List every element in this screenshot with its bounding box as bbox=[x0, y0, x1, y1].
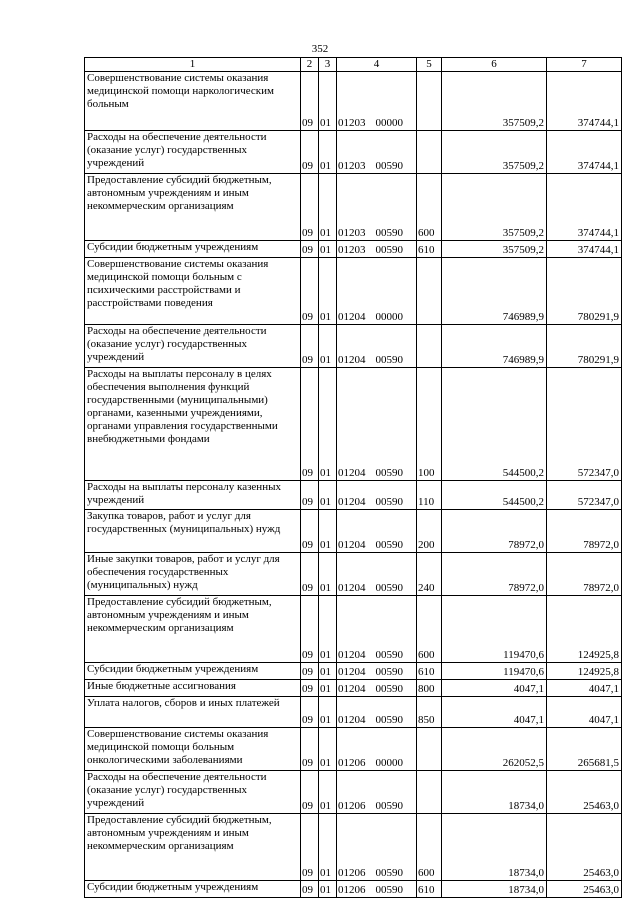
section-code: 09 bbox=[301, 680, 319, 697]
amount-year-2: 374744,1 bbox=[547, 241, 622, 258]
amount-year-2: 265681,5 bbox=[547, 728, 622, 771]
section-code: 09 bbox=[301, 553, 319, 596]
target-article-direction: 00000 bbox=[375, 117, 403, 129]
target-article-direction: 00590 bbox=[375, 666, 403, 678]
target-article-code bbox=[337, 881, 417, 898]
subsection-code: 01 bbox=[319, 596, 337, 663]
expense-type-code: 240 bbox=[417, 553, 442, 596]
target-article-program: 01204 bbox=[338, 649, 366, 661]
amount-year-1: 18734,0 bbox=[442, 771, 547, 814]
target-article-direction: 00590 bbox=[375, 227, 403, 239]
subsection-code: 01 bbox=[319, 258, 337, 325]
amount-year-2: 374744,1 bbox=[547, 174, 622, 241]
table-row bbox=[85, 481, 622, 510]
amount-year-2: 25463,0 bbox=[547, 771, 622, 814]
budget-table bbox=[84, 57, 622, 898]
target-article-code bbox=[337, 258, 417, 325]
amount-year-1: 4047,1 bbox=[442, 680, 547, 697]
item-name: Субсидии бюджетным учреждениям bbox=[85, 241, 301, 258]
subsection-code: 01 bbox=[319, 481, 337, 510]
section-code: 09 bbox=[301, 368, 319, 481]
section-code: 09 bbox=[301, 481, 319, 510]
table-row bbox=[85, 241, 622, 258]
amount-year-1: 746989,9 bbox=[442, 325, 547, 368]
target-article-program: 01204 bbox=[338, 311, 366, 323]
expense-type-code: 200 bbox=[417, 510, 442, 553]
header-cell-4: 4 bbox=[337, 58, 417, 72]
amount-year-2: 4047,1 bbox=[547, 680, 622, 697]
page-number: 352 bbox=[311, 43, 329, 55]
target-article-direction: 00590 bbox=[375, 354, 403, 366]
item-name: Совершенствование системы оказания медицинской помощи больным онкологическими заболеваниями bbox=[85, 728, 301, 771]
subsection-code: 01 bbox=[319, 728, 337, 771]
item-name: Расходы на выплаты персоналу в целях обеспечения выполнения функций государственными (муниципальными) органами, казенными учреждениями, органами управления государственными внебюджетными фондами bbox=[85, 368, 301, 481]
expense-type-code: 800 bbox=[417, 680, 442, 697]
target-article-code bbox=[337, 553, 417, 596]
subsection-code: 01 bbox=[319, 553, 337, 596]
item-name: Закупка товаров, работ и услуг для государственных (муниципальных) нужд bbox=[85, 510, 301, 553]
section-code: 09 bbox=[301, 814, 319, 881]
item-name: Иные закупки товаров, работ и услуг для обеспечения государственных (муниципальных) нужд bbox=[85, 553, 301, 596]
amount-year-1: 78972,0 bbox=[442, 553, 547, 596]
header-cell-6: 6 bbox=[442, 58, 547, 72]
amount-year-1: 78972,0 bbox=[442, 510, 547, 553]
header-cell-3: 3 bbox=[319, 58, 337, 72]
amount-year-2: 25463,0 bbox=[547, 881, 622, 898]
amount-year-1: 357509,2 bbox=[442, 131, 547, 174]
target-article-program: 01206 bbox=[338, 800, 366, 812]
expense-type-code: 850 bbox=[417, 697, 442, 728]
target-article-direction: 00590 bbox=[375, 649, 403, 661]
item-name: Иные бюджетные ассигнования bbox=[85, 680, 301, 697]
subsection-code: 01 bbox=[319, 680, 337, 697]
item-name: Предоставление субсидий бюджетным, автономным учреждениям и иным некоммерческим организациям bbox=[85, 814, 301, 881]
target-article-code bbox=[337, 174, 417, 241]
expense-type-code bbox=[417, 771, 442, 814]
amount-year-1: 544500,2 bbox=[442, 368, 547, 481]
expense-type-code bbox=[417, 131, 442, 174]
amount-year-2: 124925,8 bbox=[547, 596, 622, 663]
target-article-code bbox=[337, 510, 417, 553]
subsection-code: 01 bbox=[319, 174, 337, 241]
section-code: 09 bbox=[301, 596, 319, 663]
target-article-program: 01204 bbox=[338, 666, 366, 678]
table-row bbox=[85, 72, 622, 131]
subsection-code: 01 bbox=[319, 368, 337, 481]
expense-type-code bbox=[417, 72, 442, 131]
target-article-direction: 00590 bbox=[375, 800, 403, 812]
item-name: Предоставление субсидий бюджетным, автономным учреждениям и иным некоммерческим организациям bbox=[85, 174, 301, 241]
table-row bbox=[85, 680, 622, 697]
item-name: Расходы на обеспечение деятельности (оказание услуг) государственных учреждений bbox=[85, 131, 301, 174]
target-article-direction: 00590 bbox=[375, 496, 403, 508]
section-code: 09 bbox=[301, 771, 319, 814]
section-code: 09 bbox=[301, 510, 319, 553]
target-article-direction: 00590 bbox=[375, 244, 403, 256]
section-code: 09 bbox=[301, 241, 319, 258]
table-row bbox=[85, 368, 622, 481]
item-name: Субсидии бюджетным учреждениям bbox=[85, 881, 301, 898]
target-article-program: 01204 bbox=[338, 354, 366, 366]
target-article-program: 01203 bbox=[338, 117, 366, 129]
section-code: 09 bbox=[301, 663, 319, 680]
header-cell-7: 7 bbox=[547, 58, 622, 72]
target-article-code bbox=[337, 72, 417, 131]
target-article-code bbox=[337, 814, 417, 881]
target-article-direction: 00000 bbox=[375, 757, 403, 769]
target-article-code bbox=[337, 241, 417, 258]
expense-type-code: 600 bbox=[417, 174, 442, 241]
expense-type-code: 610 bbox=[417, 241, 442, 258]
expense-type-code bbox=[417, 325, 442, 368]
section-code: 09 bbox=[301, 728, 319, 771]
table-row bbox=[85, 510, 622, 553]
target-article-code bbox=[337, 728, 417, 771]
target-article-program: 01204 bbox=[338, 539, 366, 551]
target-article-code bbox=[337, 697, 417, 728]
amount-year-1: 119470,6 bbox=[442, 596, 547, 663]
item-name: Расходы на выплаты персоналу казенных учреждений bbox=[85, 481, 301, 510]
target-article-code bbox=[337, 481, 417, 510]
target-article-program: 01206 bbox=[338, 757, 366, 769]
item-name: Расходы на обеспечение деятельности (оказание услуг) государственных учреждений bbox=[85, 771, 301, 814]
target-article-direction: 00590 bbox=[375, 467, 403, 479]
target-article-program: 01206 bbox=[338, 867, 366, 879]
target-article-direction: 00590 bbox=[375, 884, 403, 896]
target-article-program: 01203 bbox=[338, 227, 366, 239]
target-article-code bbox=[337, 596, 417, 663]
table-row bbox=[85, 663, 622, 680]
amount-year-2: 780291,9 bbox=[547, 325, 622, 368]
amount-year-2: 78972,0 bbox=[547, 553, 622, 596]
amount-year-1: 357509,2 bbox=[442, 174, 547, 241]
table-row bbox=[85, 258, 622, 325]
amount-year-2: 572347,0 bbox=[547, 368, 622, 481]
amount-year-1: 4047,1 bbox=[442, 697, 547, 728]
target-article-program: 01204 bbox=[338, 496, 366, 508]
section-code: 09 bbox=[301, 258, 319, 325]
target-article-direction: 00590 bbox=[375, 582, 403, 594]
target-article-direction: 00590 bbox=[375, 160, 403, 172]
target-article-program: 01203 bbox=[338, 160, 366, 172]
amount-year-1: 746989,9 bbox=[442, 258, 547, 325]
amount-year-2: 25463,0 bbox=[547, 814, 622, 881]
table-row bbox=[85, 728, 622, 771]
subsection-code: 01 bbox=[319, 72, 337, 131]
amount-year-2: 780291,9 bbox=[547, 258, 622, 325]
amount-year-2: 374744,1 bbox=[547, 131, 622, 174]
item-name: Совершенствование системы оказания медицинской помощи больным с психическими расстройствами и расстройствами поведения bbox=[85, 258, 301, 325]
item-name: Расходы на обеспечение деятельности (оказание услуг) государственных учреждений bbox=[85, 325, 301, 368]
table-row bbox=[85, 131, 622, 174]
amount-year-2: 4047,1 bbox=[547, 697, 622, 728]
section-code: 09 bbox=[301, 174, 319, 241]
target-article-code bbox=[337, 771, 417, 814]
amount-year-1: 119470,6 bbox=[442, 663, 547, 680]
expense-type-code: 110 bbox=[417, 481, 442, 510]
expense-type-code bbox=[417, 258, 442, 325]
header-cell-1: 1 bbox=[85, 58, 301, 72]
section-code: 09 bbox=[301, 131, 319, 174]
amount-year-2: 572347,0 bbox=[547, 481, 622, 510]
target-article-code bbox=[337, 325, 417, 368]
target-article-program: 01204 bbox=[338, 714, 366, 726]
expense-type-code: 600 bbox=[417, 596, 442, 663]
amount-year-1: 357509,2 bbox=[442, 241, 547, 258]
amount-year-1: 262052,5 bbox=[442, 728, 547, 771]
table-row bbox=[85, 325, 622, 368]
table-row bbox=[85, 596, 622, 663]
subsection-code: 01 bbox=[319, 697, 337, 728]
table-row bbox=[85, 174, 622, 241]
subsection-code: 01 bbox=[319, 510, 337, 553]
target-article-code bbox=[337, 663, 417, 680]
target-article-direction: 00590 bbox=[375, 683, 403, 695]
subsection-code: 01 bbox=[319, 663, 337, 680]
header-cell-5: 5 bbox=[417, 58, 442, 72]
table-row bbox=[85, 881, 622, 898]
target-article-program: 01204 bbox=[338, 467, 366, 479]
amount-year-1: 357509,2 bbox=[442, 72, 547, 131]
item-name: Предоставление субсидий бюджетным, автономным учреждениям и иным некоммерческим организациям bbox=[85, 596, 301, 663]
item-name: Субсидии бюджетным учреждениям bbox=[85, 663, 301, 680]
target-article-program: 01206 bbox=[338, 884, 366, 896]
target-article-code bbox=[337, 131, 417, 174]
amount-year-2: 374744,1 bbox=[547, 72, 622, 131]
item-name: Уплата налогов, сборов и иных платежей bbox=[85, 697, 301, 728]
expense-type-code: 600 bbox=[417, 814, 442, 881]
item-name: Совершенствование системы оказания медицинской помощи наркологическим больным bbox=[85, 72, 301, 131]
section-code: 09 bbox=[301, 697, 319, 728]
section-code: 09 bbox=[301, 72, 319, 131]
target-article-code bbox=[337, 368, 417, 481]
table-row bbox=[85, 771, 622, 814]
table-row bbox=[85, 697, 622, 728]
target-article-program: 01204 bbox=[338, 582, 366, 594]
subsection-code: 01 bbox=[319, 325, 337, 368]
target-article-direction: 00590 bbox=[375, 714, 403, 726]
target-article-direction: 00000 bbox=[375, 311, 403, 323]
subsection-code: 01 bbox=[319, 881, 337, 898]
target-article-program: 01203 bbox=[338, 244, 366, 256]
table-row bbox=[85, 814, 622, 881]
subsection-code: 01 bbox=[319, 814, 337, 881]
amount-year-2: 124925,8 bbox=[547, 663, 622, 680]
header-row bbox=[85, 58, 622, 72]
expense-type-code: 610 bbox=[417, 881, 442, 898]
table-row bbox=[85, 553, 622, 596]
expense-type-code: 100 bbox=[417, 368, 442, 481]
amount-year-1: 18734,0 bbox=[442, 881, 547, 898]
amount-year-1: 18734,0 bbox=[442, 814, 547, 881]
subsection-code: 01 bbox=[319, 131, 337, 174]
target-article-direction: 00590 bbox=[375, 539, 403, 551]
amount-year-1: 544500,2 bbox=[442, 481, 547, 510]
target-article-direction: 00590 bbox=[375, 867, 403, 879]
expense-type-code bbox=[417, 728, 442, 771]
header-cell-2: 2 bbox=[301, 58, 319, 72]
section-code: 09 bbox=[301, 325, 319, 368]
target-article-program: 01204 bbox=[338, 683, 366, 695]
expense-type-code: 610 bbox=[417, 663, 442, 680]
amount-year-2: 78972,0 bbox=[547, 510, 622, 553]
subsection-code: 01 bbox=[319, 241, 337, 258]
section-code: 09 bbox=[301, 881, 319, 898]
subsection-code: 01 bbox=[319, 771, 337, 814]
target-article-code bbox=[337, 680, 417, 697]
